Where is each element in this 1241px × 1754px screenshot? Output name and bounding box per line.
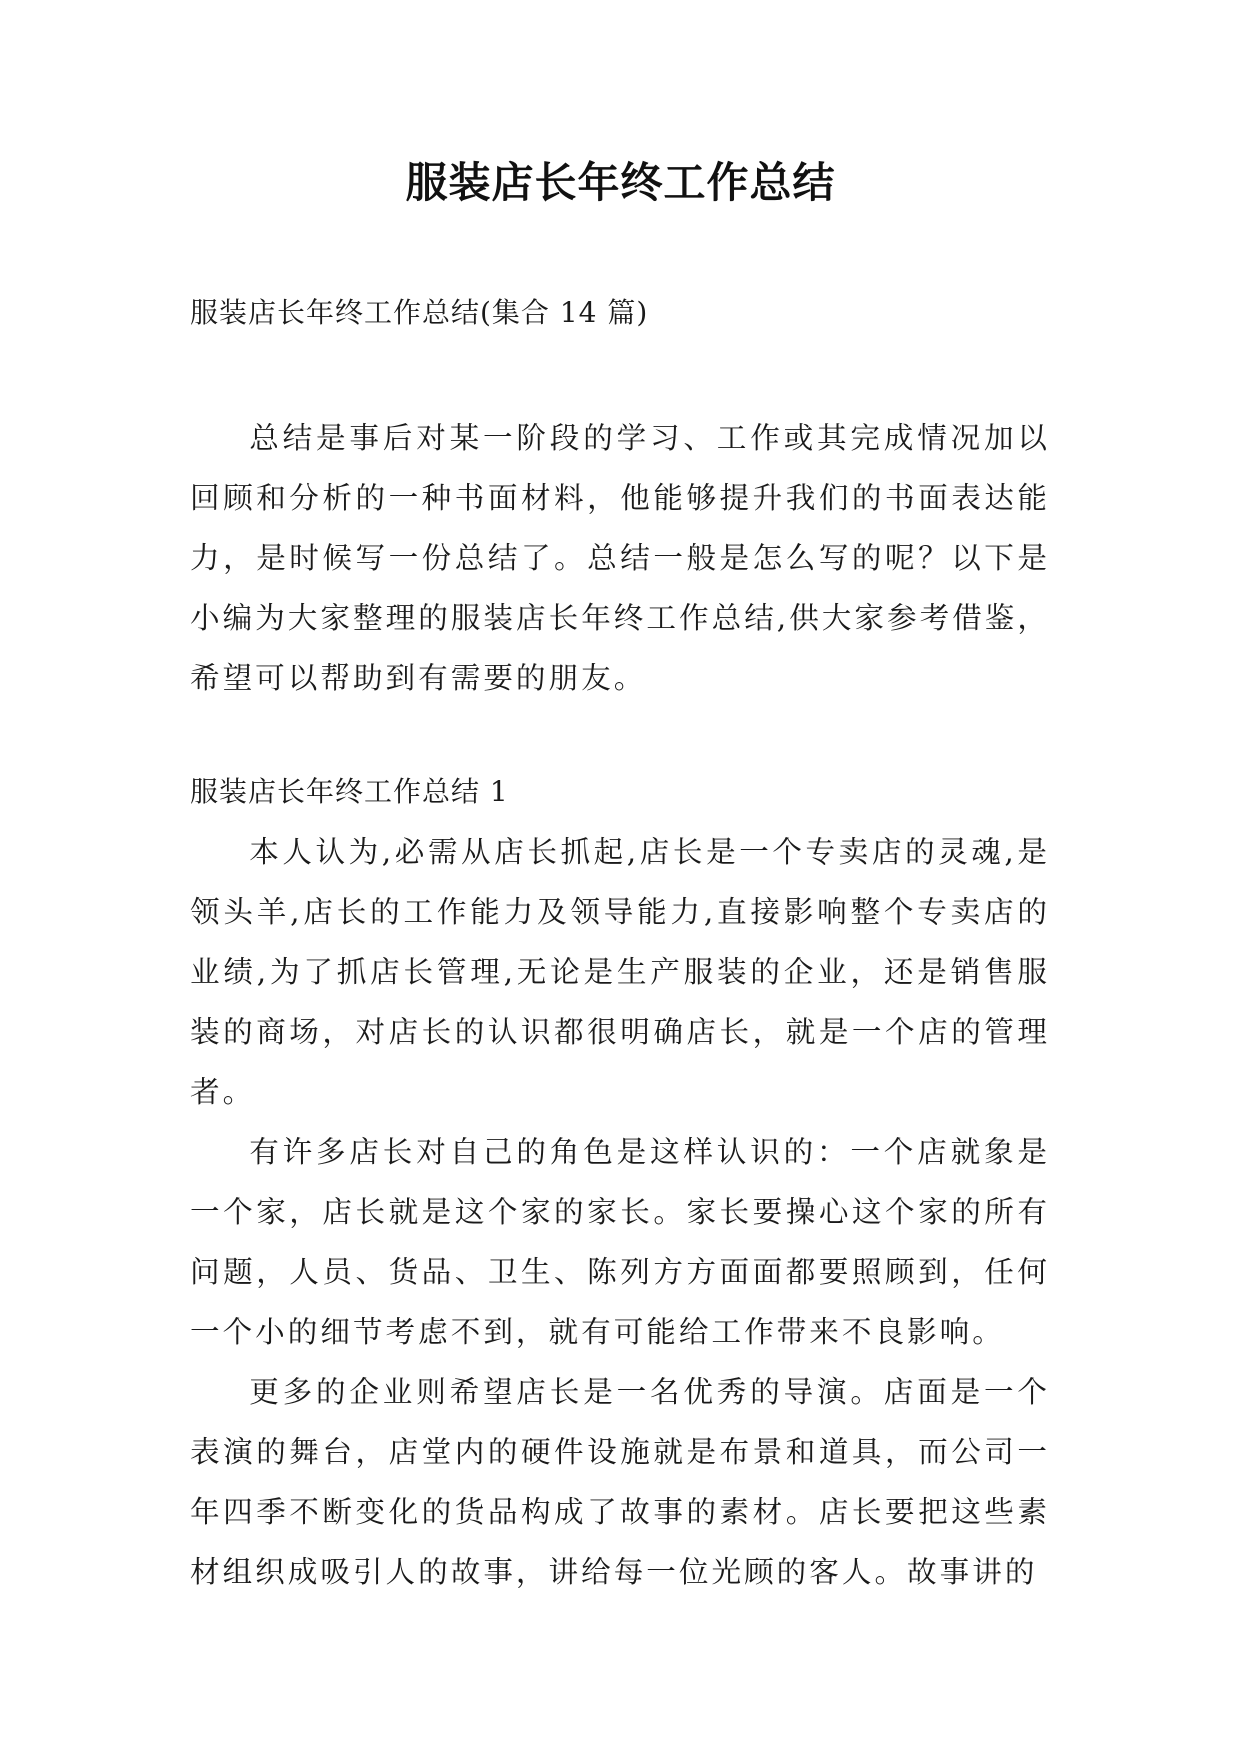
spacer: [190, 334, 1050, 408]
section-heading: 服装店长年终工作总结 1: [190, 775, 509, 808]
spacer: [190, 708, 1050, 762]
body-paragraph: 更多的企业则希望店长是一名优秀的导演。店面是一个表演的舞台，店堂内的硬件设施就是布景和道具，而公司一年四季不断变化的货品构成了故事的素材。店长要把这些素材组织成吸引人的故事，讲给每一位光顾的客人。故事讲的: [190, 1375, 1050, 1589]
body-paragraph: 本人认为,必需从店长抓起,店长是一个专卖店的灵魂,是领头羊,店长的工作能力及领导能力,直接影响整个专卖店的业绩,为了抓店长管理,无论是生产服装的企业，还是销售服装的商场，对店长的认识都很明确店长，就是一个店的管理者。: [190, 835, 1050, 1109]
body-paragraph: 有许多店长对自己的角色是这样认识的：一个店就象是一个家，店长就是这个家的家长。家长要操心这个家的所有问题，人员、货品、卫生、陈列方方面面都要照顾到，任何一个小的细节考虑不到，就有可能给工作带来不良影响。: [190, 1135, 1050, 1349]
document-subtitle: 服装店长年终工作总结(集合 14 篇): [190, 296, 649, 329]
document-body: [190, 292, 1050, 1602]
intro-paragraph: 总结是事后对某一阶段的学习、工作或其完成情况加以回顾和分析的一种书面材料，他能够提升我们的书面表达能力，是时候写一份总结了。总结一般是怎么写的呢？以下是小编为大家整理的服装店长年终工作总结,供大家参考借鉴，希望可以帮助到有需要的朋友。: [190, 421, 1050, 695]
document-title: 服装店长年终工作总结: [405, 158, 836, 207]
